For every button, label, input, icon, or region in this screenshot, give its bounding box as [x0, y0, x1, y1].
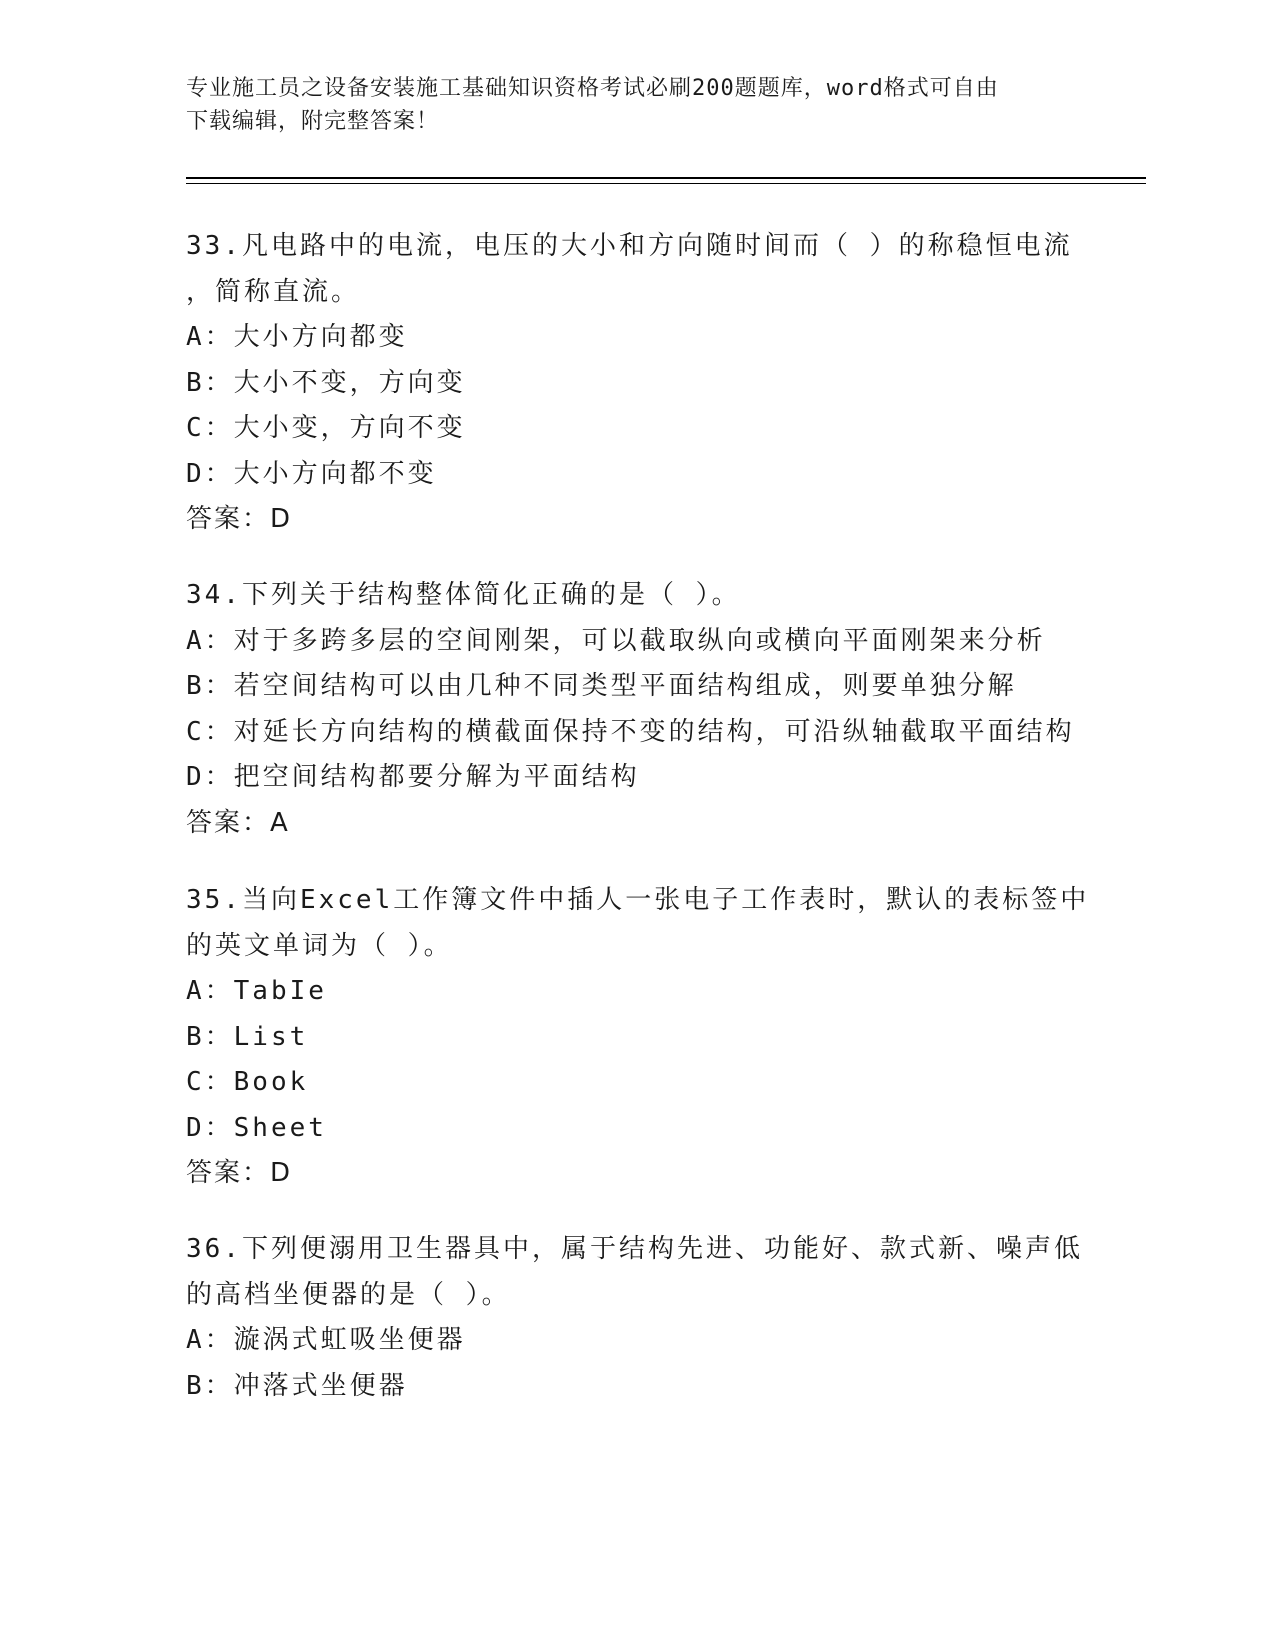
question-35 [186, 878, 1090, 1197]
option-a: A：漩涡式虹吸坐便器 [186, 1325, 466, 1355]
answer: 答案：D [186, 504, 293, 534]
question-stem: ，简称直流。 [186, 276, 361, 307]
question-stem: 的英文单词为（ ）。 [186, 930, 453, 961]
question-34 [186, 573, 1086, 846]
option-d: D：把空间结构都要分解为平面结构 [186, 762, 640, 792]
question-33 [186, 224, 1086, 543]
option-d: D：大小方向都不变 [186, 458, 437, 489]
option-a: A：大小方向都变 [186, 322, 408, 352]
question-stem: 36.下列便溺用卫生器具中，属于结构先进、功能好、款式新、噪声低 [186, 1234, 1083, 1264]
header-divider-thin [186, 183, 1146, 184]
header-line-2: 下载编辑，附完整答案！ [186, 109, 440, 134]
question-stem: 的高档坐便器的是（ ）。 [186, 1279, 511, 1310]
header-line-1: 专业施工员之设备安装施工基础知识资格考试必刷200题题库，word格式可自由 [186, 76, 999, 101]
option-b: B：大小不变，方向变 [186, 367, 466, 398]
option-b: B：若空间结构可以由几种不同类型平面结构组成，则要单独分解 [186, 671, 1017, 701]
option-c: C：大小变，方向不变 [186, 413, 466, 443]
option-a: A：对于多跨多层的空间刚架，可以截取纵向或横向平面刚架来分析 [186, 625, 1046, 656]
question-stem: 33.凡电路中的电流，电压的大小和方向随时间而（ ）的称稳恒电流 [186, 231, 1073, 261]
header-divider [186, 177, 1146, 179]
answer: 答案：D [186, 1158, 293, 1188]
option-c: C：对延长方向结构的横截面保持不变的结构，可沿纵轴截取平面结构 [186, 716, 1075, 747]
option-d: D：Sheet [186, 1112, 327, 1143]
question-stem: 34.下列关于结构整体简化正确的是（ ）。 [186, 580, 741, 610]
option-b: B：List [186, 1021, 309, 1052]
option-c: C：Book [186, 1067, 309, 1097]
question-36 [186, 1227, 1086, 1409]
question-stem: 35.当向Excel工作簿文件中插人一张电子工作表时，默认的表标签中 [186, 885, 1090, 915]
answer: 答案：A [186, 807, 290, 838]
document-header [186, 72, 1066, 138]
option-a: A：TabIe [186, 976, 327, 1006]
option-b: B：冲落式坐便器 [186, 1370, 408, 1401]
